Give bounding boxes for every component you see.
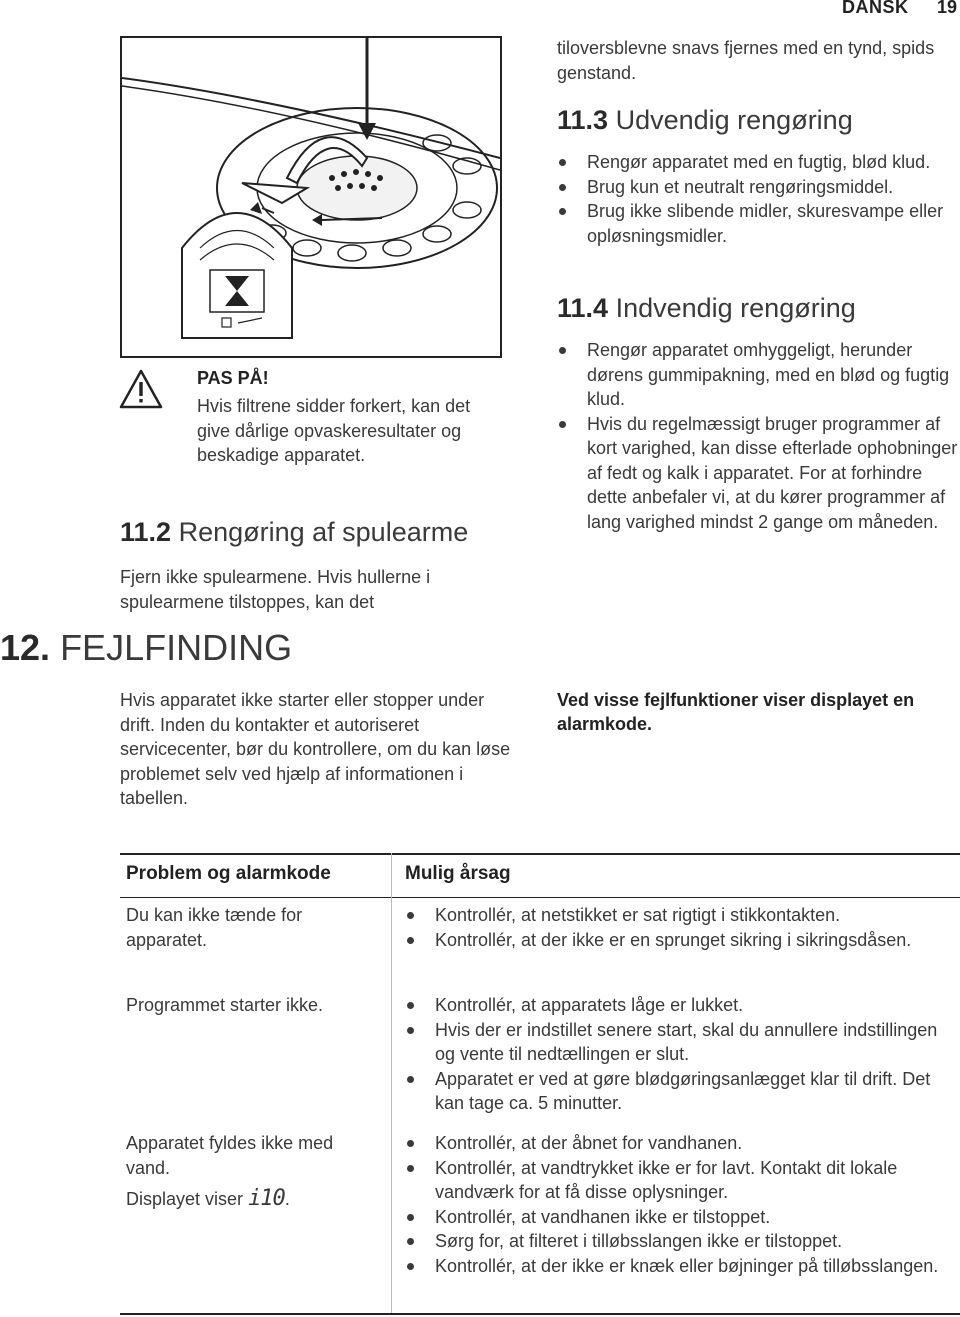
list-item: Kontrollér, at der ikke er knæk eller bøjninger på tilløbsslangen. xyxy=(405,1254,960,1279)
list-item: Kontrollér, at netstikket er sat rigtigt i stikkontakten. xyxy=(405,903,960,928)
chapter-number: 12. xyxy=(0,627,51,668)
table-row-3-display xyxy=(126,1187,381,1212)
section-number: 11.3 xyxy=(557,105,609,135)
list-item: Rengør apparatet omhyggeligt, herunder dørens gummipakning, med en blød og fugtig klud. xyxy=(557,338,960,412)
table-row-1-problem: Du kan ikke tænde for apparatet. xyxy=(126,905,303,950)
list-item: Rengør apparatet med en fugtig, blød klud. xyxy=(557,150,957,175)
table-row-3-causes xyxy=(405,1131,960,1278)
list-item: Apparatet er ved at gøre blødgøringsanlægget klar til drift. Det kan tage ca. 5 minutter. xyxy=(405,1067,960,1116)
language-label: DANSK xyxy=(842,0,909,17)
section-heading-11-4 xyxy=(557,292,856,324)
table-row-2-problem: Programmet starter ikke. xyxy=(126,995,324,1015)
table-row-2-causes xyxy=(405,993,960,1116)
list-item: Sørg for, at filteret i tilløbsslangen ikke er tilstoppet. xyxy=(405,1229,960,1254)
alarm-note: Ved visse fejlfunktioner viser displayet en alarmkode. xyxy=(557,690,915,734)
table-column-divider xyxy=(391,853,392,1313)
chapter-heading-12 xyxy=(0,628,292,668)
page-number: 19 xyxy=(937,0,958,17)
list-item: Kontrollér, at der ikke er en sprunget sikring i sikringsdåsen. xyxy=(405,928,960,953)
section-title: Indvendig rengøring xyxy=(615,293,856,323)
continued-text: tiloversblevne snavs fjernes med en tynd, spids genstand. xyxy=(557,38,935,83)
chapter-title: FEJLFINDING xyxy=(60,627,293,668)
chapter-intro-text: Hvis apparatet ikke starter eller stopper under drift. Inden du kontakter et autoriseret servicecenter, bør du kontrollere, om du kan løse problemet selv ved hjælp af informationen i tabellen. xyxy=(120,690,511,808)
table-bottom-rule xyxy=(120,1313,960,1315)
section-title: Rengøring af spulearme xyxy=(178,517,469,547)
bullet-list-11-3 xyxy=(557,150,957,248)
list-item: Hvis der er indstillet senere start, skal du annullere indstillingen og vente til nedtællingen er slut. xyxy=(405,1018,960,1067)
list-item: Kontrollér, at vandhanen ikke er tilstoppet. xyxy=(405,1205,960,1230)
warning-title: PAS PÅ! xyxy=(197,368,269,388)
list-item: Hvis du regelmæssigt bruger programmer af kort varighed, kan disse efterlade ophobninger af fedt og kalk i apparatet. For at forhindre dette anbefaler vi, at du kører programmer af lang varighed mindst 2 gange om måneden. xyxy=(557,412,960,535)
warning-icon xyxy=(118,368,164,410)
table-header-rule xyxy=(120,897,960,898)
section-number: 11.2 xyxy=(120,517,172,547)
list-item: Kontrollér, at vandtrykket ikke er for lavt. Kontakt dit lokale vandværk for at få disse oplysninger. xyxy=(405,1156,960,1205)
table-row-3-problem: Apparatet fyldes ikke med vand. xyxy=(126,1133,334,1178)
alarm-code: i10 xyxy=(248,1186,285,1211)
table-row-1-causes xyxy=(405,903,960,952)
list-item: Kontrollér, at apparatets låge er lukket. xyxy=(405,993,960,1018)
section-heading-11-2 xyxy=(120,516,468,548)
filter-drawing xyxy=(122,38,500,356)
warning-text: Hvis filtrene sidder forkert, kan det give dårlige opvaskeresultater og beskadige apparatet. xyxy=(197,396,471,465)
section-title: Udvendig rengøring xyxy=(615,105,853,135)
display-suffix: . xyxy=(284,1189,290,1209)
table-header-cause: Mulig årsag xyxy=(405,863,511,884)
table-header-problem: Problem og alarmkode xyxy=(126,863,331,884)
section-text-11-2: Fjern ikke spulearmene. Hvis hullerne i spulearmene tilstoppes, kan det xyxy=(120,567,431,612)
filter-illustration xyxy=(120,36,502,358)
display-prefix: Displayet viser xyxy=(126,1189,244,1209)
section-number: 11.4 xyxy=(557,293,609,323)
section-heading-11-3 xyxy=(557,104,853,136)
list-item: Brug ikke slibende midler, skuresvampe eller opløsningsmidler. xyxy=(557,199,957,248)
list-item: Brug kun et neutralt rengøringsmiddel. xyxy=(557,175,957,200)
list-item: Kontrollér, at der åbnet for vandhanen. xyxy=(405,1131,960,1156)
table-top-rule xyxy=(120,853,960,855)
bullet-list-11-4 xyxy=(557,338,960,534)
page-header xyxy=(0,0,960,22)
